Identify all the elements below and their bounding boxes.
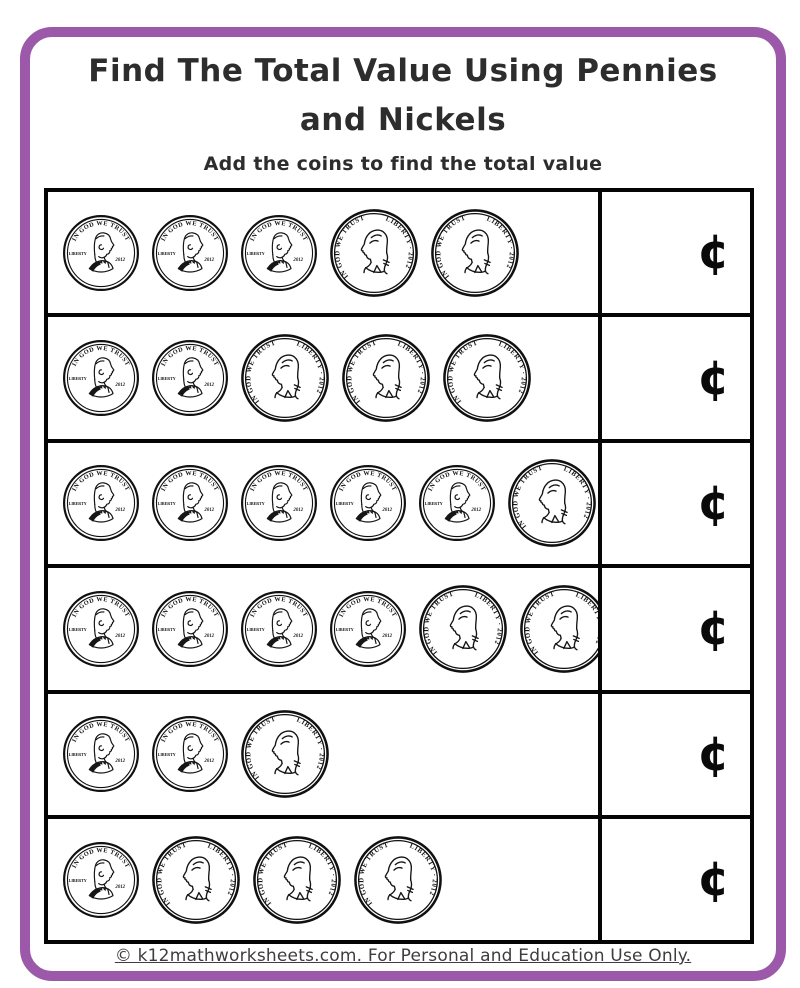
footer-credit bbox=[30, 946, 776, 966]
answer-cell bbox=[598, 317, 750, 438]
penny-coin bbox=[62, 590, 140, 668]
nickel-coin bbox=[507, 458, 597, 548]
nickel-coin bbox=[430, 208, 520, 298]
answer-cell bbox=[598, 694, 750, 815]
worksheet-row bbox=[48, 819, 750, 940]
coin-strip bbox=[48, 192, 598, 313]
cent-symbol: ¢ bbox=[697, 350, 730, 406]
penny-coin bbox=[151, 339, 229, 417]
penny-coin bbox=[62, 715, 140, 793]
nickel-coin bbox=[353, 835, 443, 925]
worksheet-page bbox=[20, 27, 786, 981]
worksheet-row bbox=[48, 317, 750, 442]
page-subtitle: Add the coins to find the total value bbox=[203, 152, 603, 175]
penny-coin bbox=[329, 464, 407, 542]
coin-strip bbox=[48, 694, 598, 815]
penny-coin bbox=[62, 464, 140, 542]
nickel-coin bbox=[519, 584, 598, 674]
penny-coin bbox=[240, 590, 318, 668]
worksheet-row bbox=[48, 568, 750, 693]
penny-coin bbox=[240, 214, 318, 292]
answer-cell bbox=[598, 192, 750, 313]
penny-coin bbox=[329, 590, 407, 668]
answer-cell bbox=[598, 568, 750, 689]
nickel-coin bbox=[442, 333, 532, 423]
footer-link[interactable]: © k12mathworksheets.com. For Personal and Education Use Only. bbox=[114, 946, 692, 966]
nickel-coin bbox=[341, 333, 431, 423]
penny-coin bbox=[151, 464, 229, 542]
penny-coin bbox=[418, 464, 496, 542]
coins-table bbox=[44, 188, 754, 944]
answer-cell bbox=[598, 819, 750, 940]
page-title: Find The Total Value Using Pennies and Nickels bbox=[88, 53, 718, 138]
cent-symbol: ¢ bbox=[697, 475, 730, 531]
cent-symbol: ¢ bbox=[697, 225, 730, 281]
coin-strip bbox=[48, 819, 598, 940]
coin-strip bbox=[48, 317, 598, 438]
nickel-coin bbox=[240, 333, 330, 423]
cent-symbol: ¢ bbox=[697, 601, 730, 657]
worksheet-row bbox=[48, 443, 750, 568]
worksheet-row bbox=[48, 694, 750, 819]
nickel-coin bbox=[240, 709, 330, 799]
penny-coin bbox=[151, 214, 229, 292]
penny-coin bbox=[62, 841, 140, 919]
penny-coin bbox=[62, 339, 140, 417]
nickel-coin bbox=[329, 208, 419, 298]
coin-strip bbox=[48, 443, 598, 564]
nickel-coin bbox=[151, 835, 241, 925]
nickel-coin bbox=[418, 584, 508, 674]
penny-coin bbox=[240, 464, 318, 542]
coin-strip bbox=[48, 568, 598, 689]
answer-cell bbox=[598, 443, 750, 564]
penny-coin bbox=[151, 590, 229, 668]
nickel-coin bbox=[252, 835, 342, 925]
worksheet-row bbox=[48, 192, 750, 317]
penny-coin bbox=[62, 214, 140, 292]
cent-symbol: ¢ bbox=[697, 726, 730, 782]
cent-symbol: ¢ bbox=[697, 852, 730, 908]
penny-coin bbox=[151, 715, 229, 793]
